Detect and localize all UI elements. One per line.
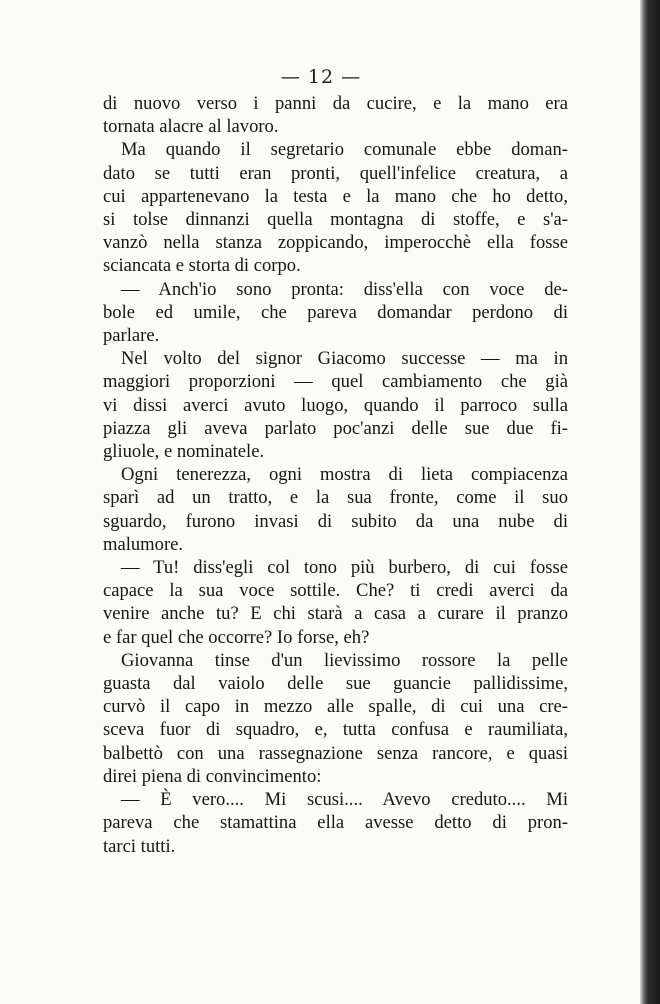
text-line: curvò il capo in mezzo alle spalle, di cui una cre- bbox=[103, 696, 568, 718]
text-line: Nel volto del signor Giacomo successe — ma in bbox=[121, 348, 568, 370]
text-line: sceva fuor di squadro, e, tutta confusa e raumiliata, bbox=[103, 719, 568, 741]
paragraph bbox=[103, 788, 568, 858]
text-line: e far quel che occorre? Io forse, eh? bbox=[103, 626, 370, 648]
paragraph bbox=[103, 138, 568, 277]
text-line: sciancata e storta di corpo. bbox=[103, 255, 301, 277]
text-line: — È vero.... Mi scusi.... Avevo creduto.... Mi bbox=[121, 789, 568, 811]
text-line: parlare. bbox=[103, 325, 160, 347]
text-line: malumore. bbox=[103, 533, 184, 555]
text-line: si tolse dinnanzi quella montagna di stoffe, e s'a- bbox=[103, 209, 568, 231]
text-line: dato se tutti eran pronti, quell'infelice creatura, a bbox=[103, 162, 568, 184]
text-line: gliuole, e nominatele. bbox=[103, 441, 265, 463]
text-line: capace la sua voce sottile. Che? ti credi averci da bbox=[103, 580, 568, 602]
text-line: piazza gli aveva parlato poc'anzi delle sue due fi- bbox=[103, 417, 568, 439]
page-edge-shadow bbox=[640, 0, 660, 1004]
text-line: di nuovo verso i panni da cucire, e la mano era bbox=[103, 93, 568, 114]
text-line: maggiori proporzioni — quel cambiamento che già bbox=[103, 371, 568, 393]
text-line: Giovanna tinse d'un lievissimo rossore la pelle bbox=[121, 649, 568, 671]
paragraph bbox=[103, 92, 568, 138]
text-line: sparì ad un tratto, e la sua fronte, come il suo bbox=[103, 487, 568, 509]
text-line: tarci tutti. bbox=[103, 835, 176, 857]
body-text bbox=[103, 92, 568, 858]
paragraph bbox=[103, 463, 568, 556]
text-line: balbettò con una rassegnazione senza rancore, e quasi bbox=[103, 742, 568, 764]
text-line: direi piena di convincimento: bbox=[103, 765, 322, 787]
text-line: tornata alacre al lavoro. bbox=[103, 116, 279, 138]
text-line: vi dissi averci avuto luogo, quando il parroco sulla bbox=[103, 394, 568, 416]
text-line: Ma quando il segretario comunale ebbe doman- bbox=[121, 139, 568, 161]
text-line: Ogni tenerezza, ogni mostra di lieta compiacenza bbox=[121, 464, 568, 486]
paragraph bbox=[103, 347, 568, 463]
text-line: sguardo, furono invasi di subito da una nube di bbox=[103, 510, 568, 532]
text-line: guasta dal vaiolo delle sue guancie pallidissime, bbox=[103, 673, 568, 695]
page-number: — 12 — bbox=[280, 66, 362, 88]
text-line: pareva che stamattina ella avesse detto di pron- bbox=[103, 812, 568, 834]
text-line: — Tu! diss'egli col tono più burbero, di cui fosse bbox=[121, 557, 568, 579]
text-line: cui appartenevano la testa e la mano che ho detto, bbox=[103, 185, 568, 207]
text-line: vanzò nella stanza zoppicando, imperocchè ella fosse bbox=[103, 232, 568, 254]
paragraph bbox=[103, 556, 568, 649]
text-line: — Anch'io sono pronta: diss'ella con voce de- bbox=[121, 278, 568, 300]
text-line: venire anche tu? E chi starà a casa a curare il pranzo bbox=[103, 603, 568, 625]
text-line: bole ed umile, che pareva domandar perdono di bbox=[103, 301, 568, 323]
paragraph bbox=[103, 278, 568, 348]
paragraph bbox=[103, 649, 568, 788]
